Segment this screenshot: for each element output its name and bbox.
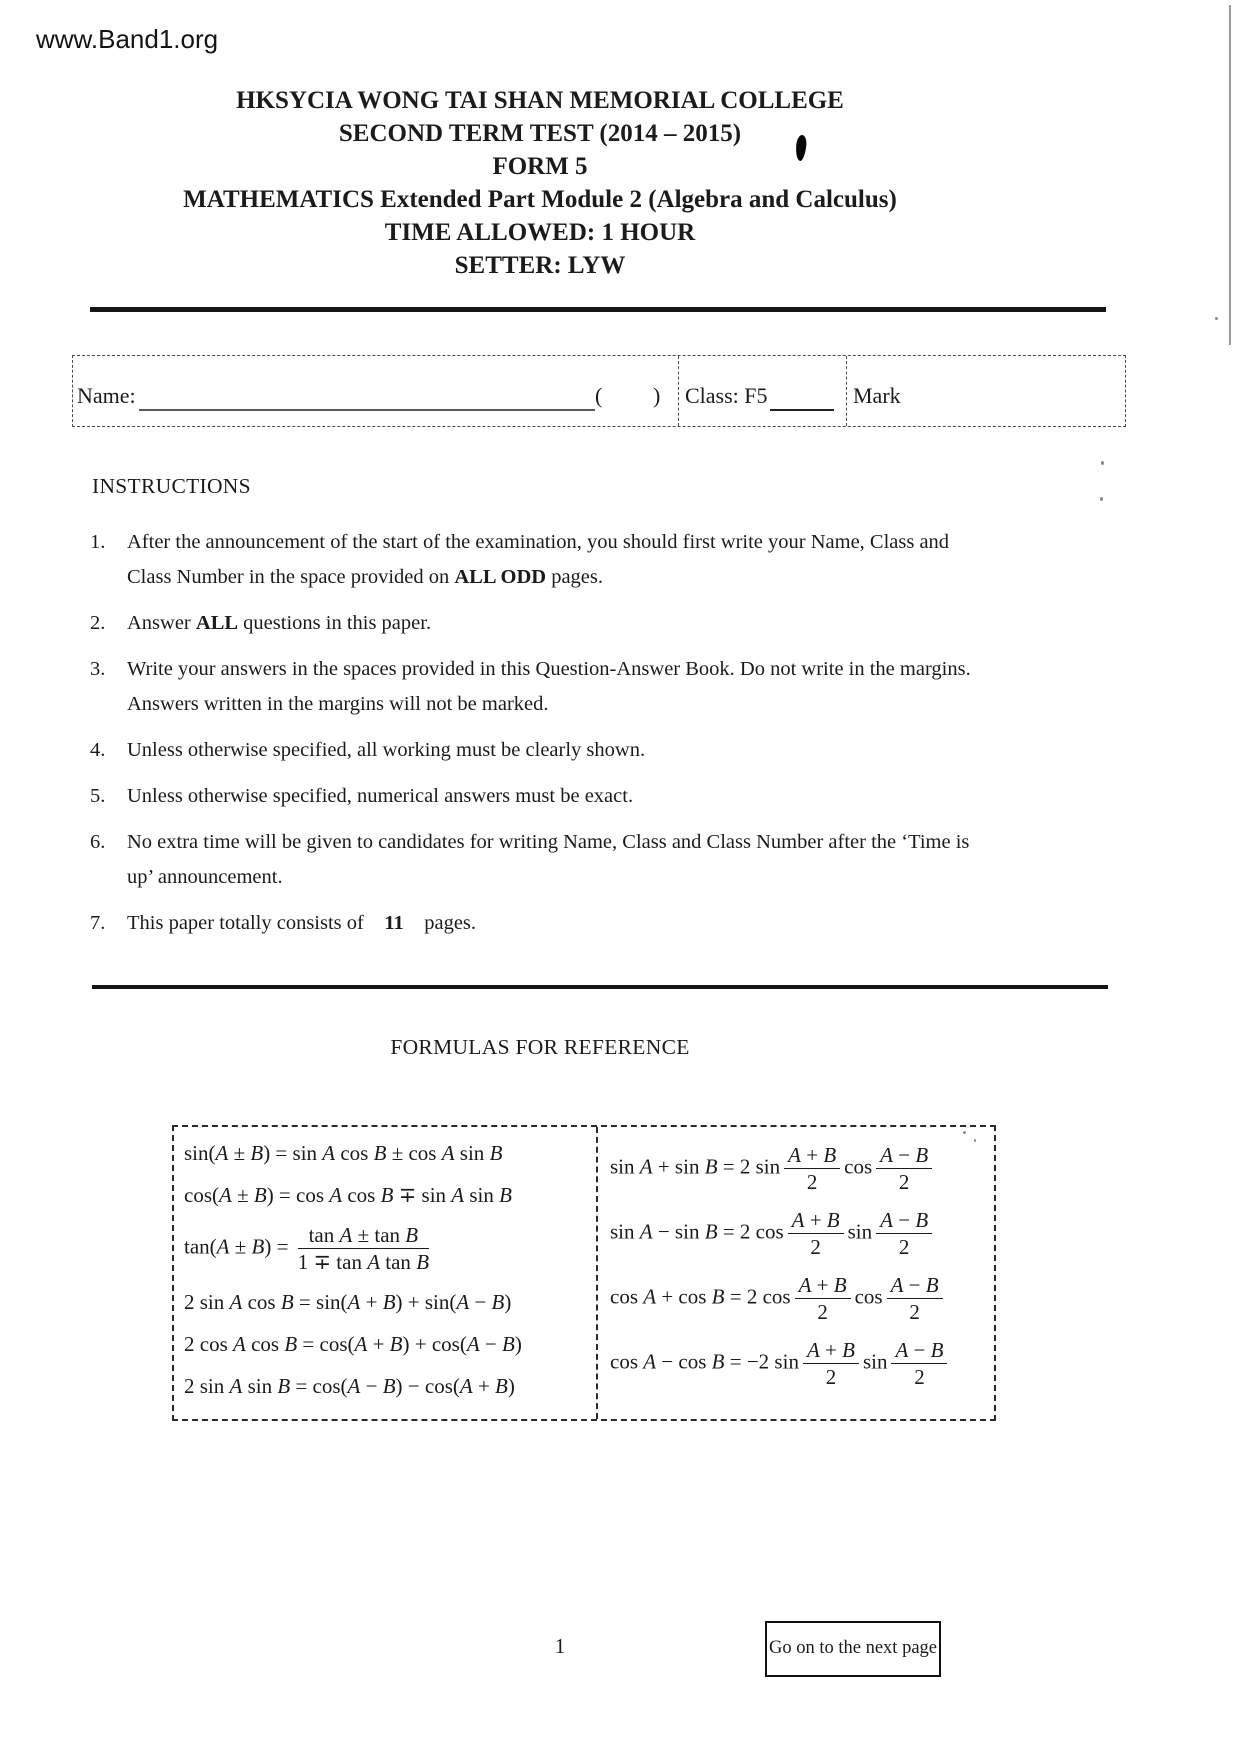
- name-box-divider: [678, 356, 679, 426]
- instruction-text: Answer ALL questions in this paper.: [127, 612, 432, 634]
- scan-artifact-dot: [974, 1139, 976, 1142]
- formula: [610, 1143, 988, 1194]
- instructions-section: [90, 466, 995, 952]
- instruction-text: Unless otherwise specified, all working must be clearly shown.: [127, 739, 646, 761]
- fraction-denominator: 2: [898, 1170, 910, 1194]
- next-page-label: Go on to the next page: [769, 1638, 937, 1658]
- fraction: [887, 1273, 943, 1324]
- instruction-text: Unless otherwise specified, numerical answers must be exact.: [127, 785, 634, 807]
- formula-text: cos: [844, 1154, 873, 1179]
- formula: [184, 1372, 590, 1400]
- fraction-denominator: 1 ∓ tan A tan B: [297, 1250, 430, 1274]
- fraction: [784, 1143, 840, 1194]
- instruction-number: 6.: [90, 831, 106, 853]
- scan-artifact-dot: [1101, 461, 1104, 465]
- formula-column-left: [174, 1127, 598, 1419]
- instruction-text: No extra time will be given to candidates for writing Name, Class and Class Number after the ‘Time is up’ announcement.: [127, 831, 970, 888]
- instruction-text: This paper totally consists of 11 pages.: [127, 912, 477, 934]
- class-label: Class: F5: [685, 383, 768, 408]
- formula-text: sin: [847, 1219, 873, 1244]
- formula-text: cos(A ± B) = cos A cos B ∓ sin A sin B: [184, 1183, 512, 1207]
- site-watermark: www.Band1.org: [36, 24, 219, 54]
- formula-text: sin: [862, 1349, 888, 1374]
- school-name: HKSYCIA WONG TAI SHAN MEMORIAL COLLEGE: [236, 87, 844, 114]
- name-box-divider: [846, 356, 847, 426]
- next-page-box: [765, 1621, 941, 1677]
- formula-text: cos: [854, 1284, 883, 1309]
- fraction-denominator: 2: [806, 1170, 818, 1194]
- formula: [184, 1288, 590, 1316]
- exam-title-block: [90, 84, 990, 282]
- page-number: 1: [554, 1634, 566, 1658]
- fraction-numerator: A + B: [795, 1273, 851, 1299]
- formula: [184, 1139, 590, 1167]
- fraction-denominator: 2: [909, 1300, 920, 1324]
- formula-text: sin A − sin B = 2 cos: [610, 1219, 784, 1244]
- fraction-numerator: A + B: [803, 1338, 859, 1364]
- exam-name: SECOND TERM TEST (2014 – 2015): [338, 120, 742, 147]
- fraction-numerator: A + B: [788, 1208, 844, 1234]
- formula-column-right: [598, 1127, 994, 1419]
- instruction-item: [90, 606, 995, 641]
- instructions-heading: INSTRUCTIONS: [92, 474, 251, 498]
- class-number-paren-close: ): [653, 383, 661, 408]
- formula: [184, 1223, 590, 1274]
- formula: [184, 1181, 590, 1209]
- fraction-numerator: A − B: [876, 1143, 932, 1169]
- class-fill-line: [770, 409, 834, 411]
- fraction-denominator: 2: [898, 1235, 910, 1259]
- fraction-numerator: A − B: [887, 1273, 943, 1299]
- instruction-item: [90, 525, 995, 595]
- formula: [610, 1208, 988, 1259]
- fraction-denominator: 2: [825, 1365, 837, 1389]
- fraction-numerator: A − B: [891, 1338, 947, 1364]
- scan-artifact-dot: [963, 1131, 966, 1134]
- subject-title: MATHEMATICS Extended Part Module 2 (Algebra and Calculus): [183, 186, 897, 213]
- setter: SETTER: LYW: [454, 252, 626, 279]
- fraction: [876, 1208, 932, 1259]
- formula-text: 2 cos A cos B = cos(A + B) + cos(A − B): [184, 1332, 522, 1356]
- instruction-item: [90, 652, 995, 722]
- fraction-numerator: A − B: [876, 1208, 932, 1234]
- scan-artifact-dot: [1215, 317, 1218, 320]
- scan-artifact-line: [1229, 5, 1231, 345]
- fraction-denominator: 2: [914, 1365, 925, 1389]
- formula-text: sin A + sin B = 2 sin: [610, 1154, 781, 1179]
- class-number-paren-open: (: [595, 383, 603, 408]
- instruction-number: 2.: [90, 612, 106, 634]
- fraction-denominator: 2: [817, 1300, 828, 1324]
- name-label: Name:: [77, 383, 136, 408]
- formula-text: tan(A ± B) =: [184, 1234, 294, 1259]
- instructions-list: [90, 525, 995, 941]
- formula-text: cos A + cos B = 2 cos: [610, 1284, 791, 1309]
- instruction-number: 7.: [90, 912, 106, 934]
- instruction-item: [90, 779, 995, 814]
- instruction-text: Write your answers in the spaces provided in this Question-Answer Book. Do not write in the margins. Answers written in the margins will not be marked.: [127, 658, 971, 715]
- formula-text: sin(A ± B) = sin A cos B ± cos A sin B: [184, 1141, 503, 1165]
- instruction-item: [90, 825, 995, 895]
- name-fill-line: [139, 409, 595, 411]
- fraction: [803, 1338, 859, 1389]
- formula-text: cos A − cos B = −2 sin: [610, 1349, 799, 1374]
- formulas-heading: FORMULAS FOR REFERENCE: [390, 1035, 690, 1059]
- fraction: [298, 1223, 429, 1274]
- fraction-numerator: A + B: [784, 1143, 840, 1169]
- fraction-numerator: tan A ± tan B: [298, 1223, 429, 1249]
- instruction-number: 1.: [90, 531, 106, 553]
- instruction-text: After the announcement of the start of the examination, you should first write your Name, Class and Class Number in the space provided on ALL ODD pages.: [127, 531, 950, 588]
- instruction-item: [90, 733, 995, 768]
- section-divider: [92, 985, 1108, 989]
- fraction: [795, 1273, 851, 1324]
- fraction: [876, 1143, 932, 1194]
- formula-reference-box: [172, 1125, 996, 1421]
- fraction-denominator: 2: [810, 1235, 821, 1259]
- name-class-mark-box: [72, 355, 1126, 427]
- mark-label: Mark: [853, 383, 901, 408]
- fraction: [788, 1208, 844, 1259]
- formula-text: 2 sin A sin B = cos(A − B) − cos(A + B): [184, 1374, 515, 1398]
- instruction-number: 4.: [90, 739, 106, 761]
- scan-artifact-dot: [1100, 497, 1103, 501]
- instruction-item: [90, 906, 995, 941]
- instruction-number: 5.: [90, 785, 106, 807]
- time-allowed: TIME ALLOWED: 1 HOUR: [384, 219, 696, 246]
- formula: [610, 1273, 988, 1324]
- formula: [184, 1330, 590, 1358]
- formula-text: 2 sin A cos B = sin(A + B) + sin(A − B): [184, 1290, 512, 1314]
- header-divider: [90, 307, 1106, 312]
- fraction: [891, 1338, 947, 1389]
- form-level: FORM 5: [492, 153, 588, 180]
- formula: [610, 1338, 988, 1389]
- instruction-number: 3.: [90, 658, 106, 680]
